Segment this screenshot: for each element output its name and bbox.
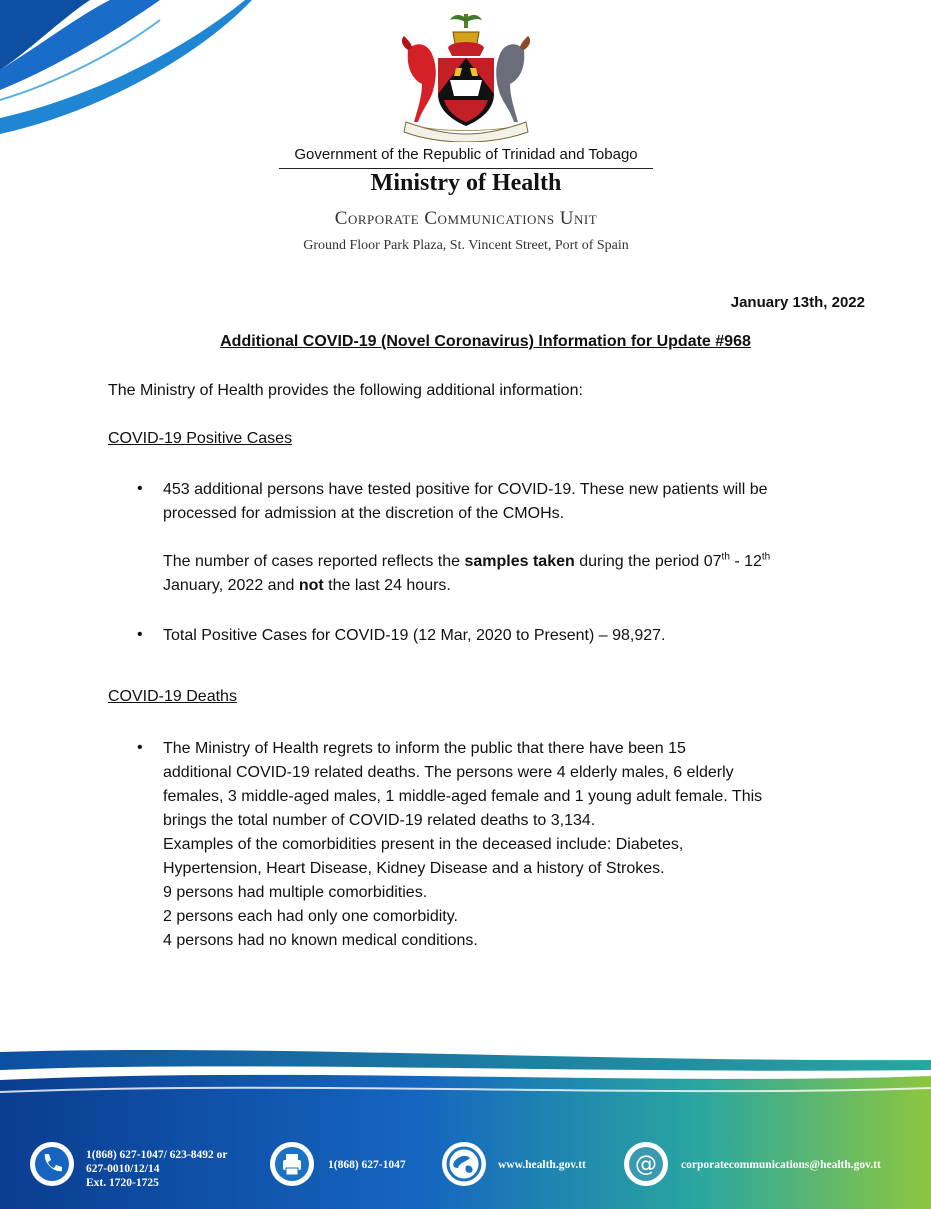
deaths-heading: COVID-19 Deaths	[108, 688, 237, 705]
svg-text:@: @	[635, 1152, 657, 1177]
fax-icon	[268, 1140, 316, 1188]
coat-of-arms-icon	[398, 10, 534, 142]
text-line: 9 persons had multiple comorbidities.	[163, 884, 428, 901]
text-line: 453 additional persons have tested positive for COVID-19. These new patients will be	[163, 481, 768, 498]
text-line: January, 2022 and not the last 24 hours.	[163, 577, 451, 594]
ministry-name: Ministry of Health	[370, 170, 562, 196]
deaths-bullet	[163, 737, 873, 953]
footer-website[interactable]: www.health.gov.tt	[498, 1159, 586, 1171]
text-line: 2 persons each had only one comorbidity.	[163, 908, 458, 925]
text-line: additional COVID-19 related deaths. The persons were 4 elderly males, 6 elderly	[163, 764, 734, 781]
text-line: Hypertension, Heart Disease, Kidney Disease and a history of Strokes.	[163, 860, 665, 877]
text-line: The number of cases reported reflects the samples taken during the period 07th - 12th	[163, 551, 771, 570]
phone-icon	[28, 1140, 76, 1188]
government-line: Government of the Republic of Trinidad and Tobago	[294, 146, 638, 163]
bullet-icon: •	[137, 480, 143, 497]
footer-email[interactable]: corporatecommunications@health.gov.tt	[681, 1159, 881, 1171]
text-line: processed for admission at the discretion of the CMOHs.	[163, 505, 565, 522]
bullet-icon: •	[137, 626, 143, 643]
top-swoosh-decoration	[0, 0, 260, 140]
samples-note	[163, 550, 873, 598]
intro-paragraph: The Ministry of Health provides the following additional information:	[108, 382, 583, 399]
document-title: Additional COVID-19 (Novel Coronavirus) Information for Update #968	[220, 333, 751, 350]
header-rule	[279, 168, 653, 169]
footer-phone: 1(868) 627-1047/ 623-8492 or 627-0010/12/14 Ext. 1720-1725	[86, 1149, 228, 1189]
release-date: January 13th, 2022	[730, 294, 865, 311]
ministry-address: Ground Floor Park Plaza, St. Vincent Street, Port of Spain	[303, 238, 629, 253]
text-line: brings the total number of COVID-19 related deaths to 3,134.	[163, 812, 596, 829]
text-line: The Ministry of Health regrets to inform the public that there have been 15	[163, 740, 686, 757]
email-at-icon	[622, 1140, 670, 1188]
footer-fax: 1(868) 627-1047	[328, 1159, 406, 1171]
bold-text: samples taken	[464, 553, 575, 570]
total-cases-bullet: Total Positive Cases for COVID-19 (12 Mar, 2020 to Present) – 98,927.	[163, 627, 666, 644]
bullet-icon: •	[137, 739, 143, 756]
positive-cases-bullet	[163, 478, 873, 526]
text-line: females, 3 middle-aged males, 1 middle-aged female and 1 young adult female. This	[163, 788, 763, 805]
text-line: 4 persons had no known medical conditions.	[163, 932, 478, 949]
text-line: Examples of the comorbidities present in the deceased include: Diabetes,	[163, 836, 684, 853]
bold-text: not	[298, 577, 324, 594]
unit-name: Corporate Communications Unit	[334, 208, 598, 229]
positive-cases-heading: COVID-19 Positive Cases	[108, 430, 293, 447]
globe-icon	[440, 1140, 488, 1188]
